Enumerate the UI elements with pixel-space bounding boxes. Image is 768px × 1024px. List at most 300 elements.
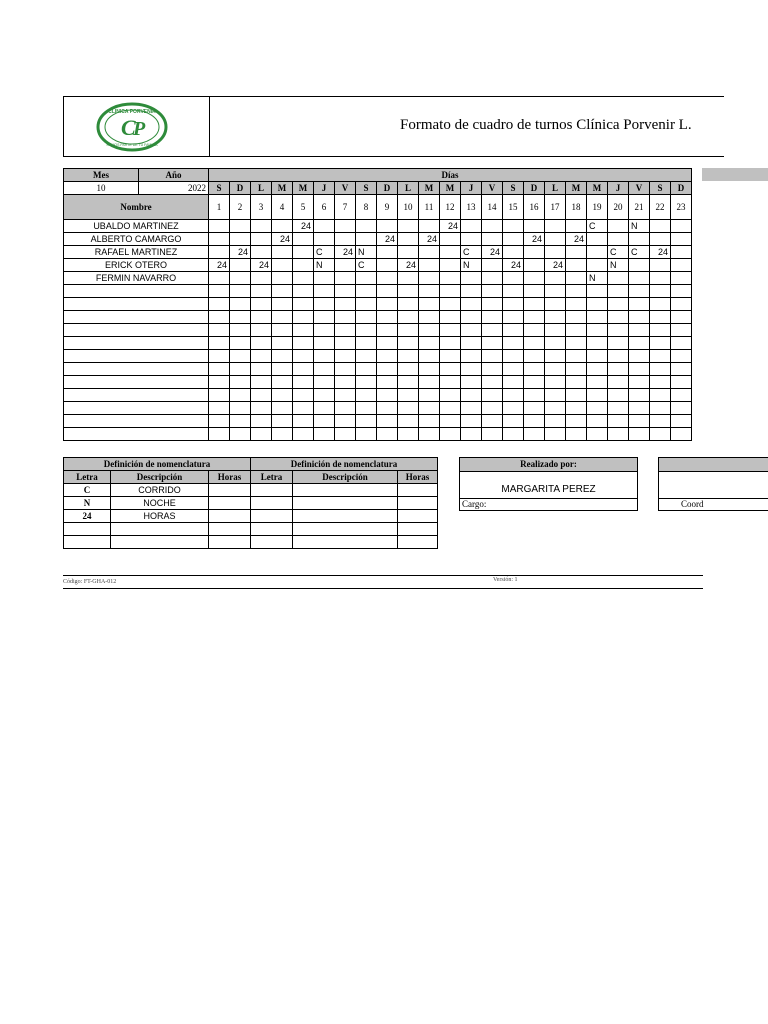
- shift-cell[interactable]: [629, 324, 650, 337]
- shift-cell[interactable]: [440, 415, 461, 428]
- shift-cell[interactable]: 24: [377, 233, 398, 246]
- shift-cell[interactable]: C: [314, 246, 335, 259]
- shift-cell[interactable]: [314, 233, 335, 246]
- shift-cell[interactable]: [545, 298, 566, 311]
- shift-cell[interactable]: [524, 324, 545, 337]
- shift-cell[interactable]: [524, 298, 545, 311]
- shift-cell[interactable]: [566, 363, 587, 376]
- shift-cell[interactable]: [335, 376, 356, 389]
- shift-cell[interactable]: [587, 285, 608, 298]
- shift-cell[interactable]: [398, 246, 419, 259]
- shift-cell[interactable]: [440, 389, 461, 402]
- shift-cell[interactable]: [608, 337, 629, 350]
- shift-cell[interactable]: 24: [251, 259, 272, 272]
- shift-cell[interactable]: [398, 298, 419, 311]
- shift-cell[interactable]: 24: [650, 246, 671, 259]
- shift-cell[interactable]: [671, 272, 692, 285]
- shift-cell[interactable]: [419, 337, 440, 350]
- shift-cell[interactable]: [608, 233, 629, 246]
- shift-cell[interactable]: [398, 415, 419, 428]
- mes-value[interactable]: 10: [64, 182, 139, 195]
- shift-cell[interactable]: [251, 220, 272, 233]
- shift-cell[interactable]: [314, 298, 335, 311]
- nomenclature-description[interactable]: [111, 536, 209, 549]
- shift-cell[interactable]: [671, 324, 692, 337]
- shift-cell[interactable]: [272, 363, 293, 376]
- shift-cell[interactable]: [230, 415, 251, 428]
- shift-cell[interactable]: [377, 285, 398, 298]
- shift-cell[interactable]: [335, 298, 356, 311]
- shift-cell[interactable]: [587, 428, 608, 441]
- shift-cell[interactable]: [566, 311, 587, 324]
- shift-cell[interactable]: [251, 272, 272, 285]
- nomenclature-hours[interactable]: [209, 510, 251, 523]
- shift-cell[interactable]: [566, 298, 587, 311]
- shift-cell[interactable]: N: [356, 246, 377, 259]
- shift-cell[interactable]: [545, 389, 566, 402]
- shift-cell[interactable]: [524, 428, 545, 441]
- shift-cell[interactable]: [293, 285, 314, 298]
- nomenclature-code-2[interactable]: [251, 497, 293, 510]
- shift-cell[interactable]: [356, 298, 377, 311]
- shift-cell[interactable]: [503, 376, 524, 389]
- shift-cell[interactable]: [629, 272, 650, 285]
- shift-cell[interactable]: [461, 233, 482, 246]
- shift-cell[interactable]: [293, 233, 314, 246]
- shift-cell[interactable]: [314, 324, 335, 337]
- shift-cell[interactable]: [461, 298, 482, 311]
- shift-cell[interactable]: [230, 311, 251, 324]
- shift-cell[interactable]: [398, 428, 419, 441]
- shift-cell[interactable]: [671, 389, 692, 402]
- shift-cell[interactable]: [461, 324, 482, 337]
- nomenclature-code-2[interactable]: [251, 510, 293, 523]
- shift-cell[interactable]: [566, 350, 587, 363]
- shift-cell[interactable]: [545, 402, 566, 415]
- shift-cell[interactable]: 24: [398, 259, 419, 272]
- shift-cell[interactable]: [335, 259, 356, 272]
- shift-cell[interactable]: [377, 311, 398, 324]
- shift-cell[interactable]: [566, 337, 587, 350]
- shift-cell[interactable]: [440, 402, 461, 415]
- nomenclature-code-2[interactable]: [251, 536, 293, 549]
- shift-cell[interactable]: [272, 220, 293, 233]
- employee-name-cell[interactable]: [64, 298, 209, 311]
- shift-cell[interactable]: N: [629, 220, 650, 233]
- shift-cell[interactable]: [335, 311, 356, 324]
- shift-cell[interactable]: [230, 298, 251, 311]
- shift-cell[interactable]: [650, 402, 671, 415]
- nomenclature-code-2[interactable]: [251, 484, 293, 497]
- shift-cell[interactable]: [230, 337, 251, 350]
- shift-cell[interactable]: [209, 376, 230, 389]
- shift-cell[interactable]: [566, 376, 587, 389]
- shift-cell[interactable]: [272, 350, 293, 363]
- shift-cell[interactable]: [587, 350, 608, 363]
- employee-name-cell[interactable]: [64, 389, 209, 402]
- shift-cell[interactable]: [419, 220, 440, 233]
- shift-cell[interactable]: [482, 337, 503, 350]
- shift-cell[interactable]: [629, 337, 650, 350]
- shift-cell[interactable]: [377, 350, 398, 363]
- employee-name-cell[interactable]: [64, 324, 209, 337]
- shift-cell[interactable]: [650, 220, 671, 233]
- shift-cell[interactable]: 24: [272, 233, 293, 246]
- shift-cell[interactable]: [566, 285, 587, 298]
- shift-cell[interactable]: [356, 324, 377, 337]
- shift-cell[interactable]: [671, 233, 692, 246]
- shift-cell[interactable]: 24: [440, 220, 461, 233]
- shift-cell[interactable]: [503, 389, 524, 402]
- shift-cell[interactable]: [293, 428, 314, 441]
- shift-cell[interactable]: [335, 415, 356, 428]
- shift-cell[interactable]: [482, 350, 503, 363]
- shift-cell[interactable]: [482, 363, 503, 376]
- shift-cell[interactable]: [482, 376, 503, 389]
- shift-cell[interactable]: [209, 246, 230, 259]
- shift-cell[interactable]: [566, 246, 587, 259]
- shift-cell[interactable]: [356, 363, 377, 376]
- shift-cell[interactable]: [440, 376, 461, 389]
- shift-cell[interactable]: [650, 298, 671, 311]
- shift-cell[interactable]: [314, 285, 335, 298]
- shift-cell[interactable]: [587, 363, 608, 376]
- shift-cell[interactable]: [230, 220, 251, 233]
- shift-cell[interactable]: [545, 415, 566, 428]
- shift-cell[interactable]: [671, 220, 692, 233]
- shift-cell[interactable]: [671, 415, 692, 428]
- shift-cell[interactable]: [377, 337, 398, 350]
- shift-cell[interactable]: N: [608, 259, 629, 272]
- shift-cell[interactable]: [440, 363, 461, 376]
- shift-cell[interactable]: [251, 311, 272, 324]
- shift-cell[interactable]: N: [587, 272, 608, 285]
- nomenclature-description-2[interactable]: [293, 497, 398, 510]
- shift-cell[interactable]: [293, 259, 314, 272]
- shift-cell[interactable]: [650, 415, 671, 428]
- shift-cell[interactable]: [587, 246, 608, 259]
- shift-cell[interactable]: [545, 350, 566, 363]
- shift-cell[interactable]: [545, 337, 566, 350]
- shift-cell[interactable]: [671, 285, 692, 298]
- nomenclature-hours-2[interactable]: [398, 523, 438, 536]
- shift-cell[interactable]: [503, 233, 524, 246]
- shift-cell[interactable]: [251, 337, 272, 350]
- shift-cell[interactable]: [440, 311, 461, 324]
- shift-cell[interactable]: C: [356, 259, 377, 272]
- shift-cell[interactable]: [650, 285, 671, 298]
- shift-cell[interactable]: [209, 324, 230, 337]
- shift-cell[interactable]: [356, 428, 377, 441]
- shift-cell[interactable]: [377, 246, 398, 259]
- shift-cell[interactable]: [608, 402, 629, 415]
- shift-cell[interactable]: [482, 298, 503, 311]
- shift-cell[interactable]: [440, 350, 461, 363]
- shift-cell[interactable]: [356, 415, 377, 428]
- nomenclature-description-2[interactable]: [293, 523, 398, 536]
- shift-cell[interactable]: [377, 389, 398, 402]
- shift-cell[interactable]: [377, 220, 398, 233]
- shift-cell[interactable]: [209, 363, 230, 376]
- employee-name-cell[interactable]: [64, 337, 209, 350]
- shift-cell[interactable]: [440, 337, 461, 350]
- shift-cell[interactable]: [209, 337, 230, 350]
- shift-cell[interactable]: [251, 363, 272, 376]
- shift-cell[interactable]: [566, 415, 587, 428]
- shift-cell[interactable]: [272, 402, 293, 415]
- shift-cell[interactable]: [230, 389, 251, 402]
- shift-cell[interactable]: [566, 402, 587, 415]
- shift-cell[interactable]: [587, 415, 608, 428]
- shift-cell[interactable]: [671, 428, 692, 441]
- shift-cell[interactable]: [356, 402, 377, 415]
- shift-cell[interactable]: [587, 311, 608, 324]
- shift-cell[interactable]: [209, 350, 230, 363]
- shift-cell[interactable]: [209, 220, 230, 233]
- shift-cell[interactable]: [503, 415, 524, 428]
- shift-cell[interactable]: [503, 402, 524, 415]
- shift-cell[interactable]: [482, 259, 503, 272]
- shift-cell[interactable]: [650, 363, 671, 376]
- shift-cell[interactable]: [356, 233, 377, 246]
- nomenclature-hours[interactable]: [209, 484, 251, 497]
- shift-cell[interactable]: [335, 233, 356, 246]
- shift-cell[interactable]: [524, 402, 545, 415]
- shift-cell[interactable]: [503, 428, 524, 441]
- shift-cell[interactable]: [608, 285, 629, 298]
- shift-cell[interactable]: [293, 402, 314, 415]
- shift-cell[interactable]: [440, 428, 461, 441]
- shift-cell[interactable]: [251, 324, 272, 337]
- nomenclature-description[interactable]: NOCHE: [111, 497, 209, 510]
- nomenclature-description-2[interactable]: [293, 484, 398, 497]
- shift-cell[interactable]: [272, 337, 293, 350]
- shift-cell[interactable]: [230, 285, 251, 298]
- shift-cell[interactable]: [608, 324, 629, 337]
- shift-cell[interactable]: [587, 376, 608, 389]
- shift-cell[interactable]: [629, 350, 650, 363]
- shift-cell[interactable]: C: [461, 246, 482, 259]
- shift-cell[interactable]: [461, 389, 482, 402]
- shift-cell[interactable]: 24: [545, 259, 566, 272]
- shift-cell[interactable]: [230, 233, 251, 246]
- shift-cell[interactable]: [272, 389, 293, 402]
- shift-cell[interactable]: [671, 298, 692, 311]
- nomenclature-description-2[interactable]: [293, 536, 398, 549]
- shift-cell[interactable]: [524, 259, 545, 272]
- shift-cell[interactable]: [419, 259, 440, 272]
- shift-cell[interactable]: [272, 324, 293, 337]
- shift-cell[interactable]: [377, 324, 398, 337]
- shift-cell[interactable]: [356, 272, 377, 285]
- shift-cell[interactable]: [398, 389, 419, 402]
- shift-cell[interactable]: [503, 298, 524, 311]
- shift-cell[interactable]: [671, 402, 692, 415]
- shift-cell[interactable]: [251, 285, 272, 298]
- nomenclature-code[interactable]: N: [64, 497, 111, 510]
- shift-cell[interactable]: [524, 415, 545, 428]
- nomenclature-description[interactable]: CORRIDO: [111, 484, 209, 497]
- shift-cell[interactable]: [545, 311, 566, 324]
- shift-cell[interactable]: [671, 363, 692, 376]
- employee-name-cell[interactable]: [64, 311, 209, 324]
- shift-cell[interactable]: [440, 272, 461, 285]
- shift-cell[interactable]: [566, 389, 587, 402]
- shift-cell[interactable]: [461, 363, 482, 376]
- shift-cell[interactable]: [398, 376, 419, 389]
- shift-cell[interactable]: [272, 311, 293, 324]
- shift-cell[interactable]: [629, 376, 650, 389]
- shift-cell[interactable]: [272, 415, 293, 428]
- shift-cell[interactable]: [482, 324, 503, 337]
- shift-cell[interactable]: [272, 298, 293, 311]
- shift-cell[interactable]: [587, 298, 608, 311]
- shift-cell[interactable]: 24: [503, 259, 524, 272]
- shift-cell[interactable]: [209, 428, 230, 441]
- shift-cell[interactable]: [209, 285, 230, 298]
- shift-cell[interactable]: [335, 363, 356, 376]
- nomenclature-hours[interactable]: [209, 523, 251, 536]
- shift-cell[interactable]: [545, 220, 566, 233]
- shift-cell[interactable]: [293, 272, 314, 285]
- shift-cell[interactable]: [524, 311, 545, 324]
- shift-cell[interactable]: C: [629, 246, 650, 259]
- shift-cell[interactable]: [461, 311, 482, 324]
- shift-cell[interactable]: [377, 428, 398, 441]
- nomenclature-code[interactable]: [64, 523, 111, 536]
- shift-cell[interactable]: [671, 350, 692, 363]
- shift-cell[interactable]: [293, 415, 314, 428]
- shift-cell[interactable]: [524, 285, 545, 298]
- shift-cell[interactable]: [545, 233, 566, 246]
- shift-cell[interactable]: [398, 311, 419, 324]
- shift-cell[interactable]: [356, 285, 377, 298]
- shift-cell[interactable]: [587, 233, 608, 246]
- shift-cell[interactable]: [608, 298, 629, 311]
- nomenclature-code[interactable]: [64, 536, 111, 549]
- shift-cell[interactable]: [482, 233, 503, 246]
- shift-cell[interactable]: [545, 428, 566, 441]
- shift-cell[interactable]: C: [608, 246, 629, 259]
- shift-cell[interactable]: [503, 246, 524, 259]
- shift-cell[interactable]: [461, 402, 482, 415]
- shift-cell[interactable]: [419, 298, 440, 311]
- shift-cell[interactable]: [314, 350, 335, 363]
- shift-cell[interactable]: [524, 350, 545, 363]
- shift-cell[interactable]: [566, 324, 587, 337]
- shift-cell[interactable]: [335, 402, 356, 415]
- shift-cell[interactable]: [398, 233, 419, 246]
- shift-cell[interactable]: [650, 272, 671, 285]
- shift-cell[interactable]: [461, 350, 482, 363]
- shift-cell[interactable]: [461, 220, 482, 233]
- shift-cell[interactable]: [587, 337, 608, 350]
- shift-cell[interactable]: [629, 363, 650, 376]
- shift-cell[interactable]: [671, 259, 692, 272]
- shift-cell[interactable]: [629, 259, 650, 272]
- shift-cell[interactable]: [461, 272, 482, 285]
- shift-cell[interactable]: [209, 272, 230, 285]
- shift-cell[interactable]: 24: [524, 233, 545, 246]
- shift-cell[interactable]: [650, 259, 671, 272]
- shift-cell[interactable]: [629, 233, 650, 246]
- shift-cell[interactable]: [419, 389, 440, 402]
- shift-cell[interactable]: [314, 428, 335, 441]
- shift-cell[interactable]: [566, 259, 587, 272]
- nomenclature-code-2[interactable]: [251, 523, 293, 536]
- shift-cell[interactable]: [482, 285, 503, 298]
- shift-cell[interactable]: [209, 415, 230, 428]
- shift-cell[interactable]: [671, 246, 692, 259]
- shift-cell[interactable]: [650, 428, 671, 441]
- shift-cell[interactable]: [650, 324, 671, 337]
- shift-cell[interactable]: [398, 220, 419, 233]
- shift-cell[interactable]: [503, 324, 524, 337]
- shift-cell[interactable]: [398, 363, 419, 376]
- shift-cell[interactable]: [482, 402, 503, 415]
- realizado-por-cargo[interactable]: Cargo:: [460, 498, 637, 510]
- shift-cell[interactable]: [419, 324, 440, 337]
- employee-name-cell[interactable]: UBALDO MARTINEZ: [64, 220, 209, 233]
- shift-cell[interactable]: [314, 311, 335, 324]
- shift-cell[interactable]: [503, 350, 524, 363]
- shift-cell[interactable]: [230, 376, 251, 389]
- shift-cell[interactable]: [545, 285, 566, 298]
- shift-cell[interactable]: [251, 402, 272, 415]
- shift-cell[interactable]: [398, 350, 419, 363]
- shift-cell[interactable]: [209, 233, 230, 246]
- shift-cell[interactable]: [335, 337, 356, 350]
- shift-cell[interactable]: [461, 428, 482, 441]
- shift-cell[interactable]: [398, 285, 419, 298]
- shift-cell[interactable]: [671, 311, 692, 324]
- shift-cell[interactable]: [251, 350, 272, 363]
- shift-cell[interactable]: [314, 402, 335, 415]
- shift-cell[interactable]: [335, 285, 356, 298]
- shift-cell[interactable]: [272, 272, 293, 285]
- employee-name-cell[interactable]: RAFAEL MARTINEZ: [64, 246, 209, 259]
- shift-cell[interactable]: [377, 298, 398, 311]
- nomenclature-hours[interactable]: [209, 497, 251, 510]
- shift-cell[interactable]: [461, 415, 482, 428]
- shift-cell[interactable]: [230, 350, 251, 363]
- shift-cell[interactable]: [608, 350, 629, 363]
- shift-cell[interactable]: [608, 376, 629, 389]
- shift-cell[interactable]: [545, 246, 566, 259]
- anio-value[interactable]: 2022: [139, 182, 209, 195]
- shift-cell[interactable]: [419, 428, 440, 441]
- shift-cell[interactable]: [251, 376, 272, 389]
- shift-cell[interactable]: [524, 337, 545, 350]
- employee-name-cell[interactable]: [64, 376, 209, 389]
- shift-cell[interactable]: [608, 311, 629, 324]
- shift-cell[interactable]: [482, 389, 503, 402]
- shift-cell[interactable]: [251, 389, 272, 402]
- shift-cell[interactable]: [293, 324, 314, 337]
- shift-cell[interactable]: [440, 324, 461, 337]
- shift-cell[interactable]: [230, 363, 251, 376]
- shift-cell[interactable]: [335, 428, 356, 441]
- employee-name-cell[interactable]: [64, 363, 209, 376]
- shift-cell[interactable]: [230, 428, 251, 441]
- shift-cell[interactable]: [440, 233, 461, 246]
- shift-cell[interactable]: [545, 272, 566, 285]
- shift-cell[interactable]: [356, 350, 377, 363]
- shift-cell[interactable]: 24: [419, 233, 440, 246]
- shift-cell[interactable]: 24: [209, 259, 230, 272]
- shift-cell[interactable]: [482, 428, 503, 441]
- shift-cell[interactable]: 24: [482, 246, 503, 259]
